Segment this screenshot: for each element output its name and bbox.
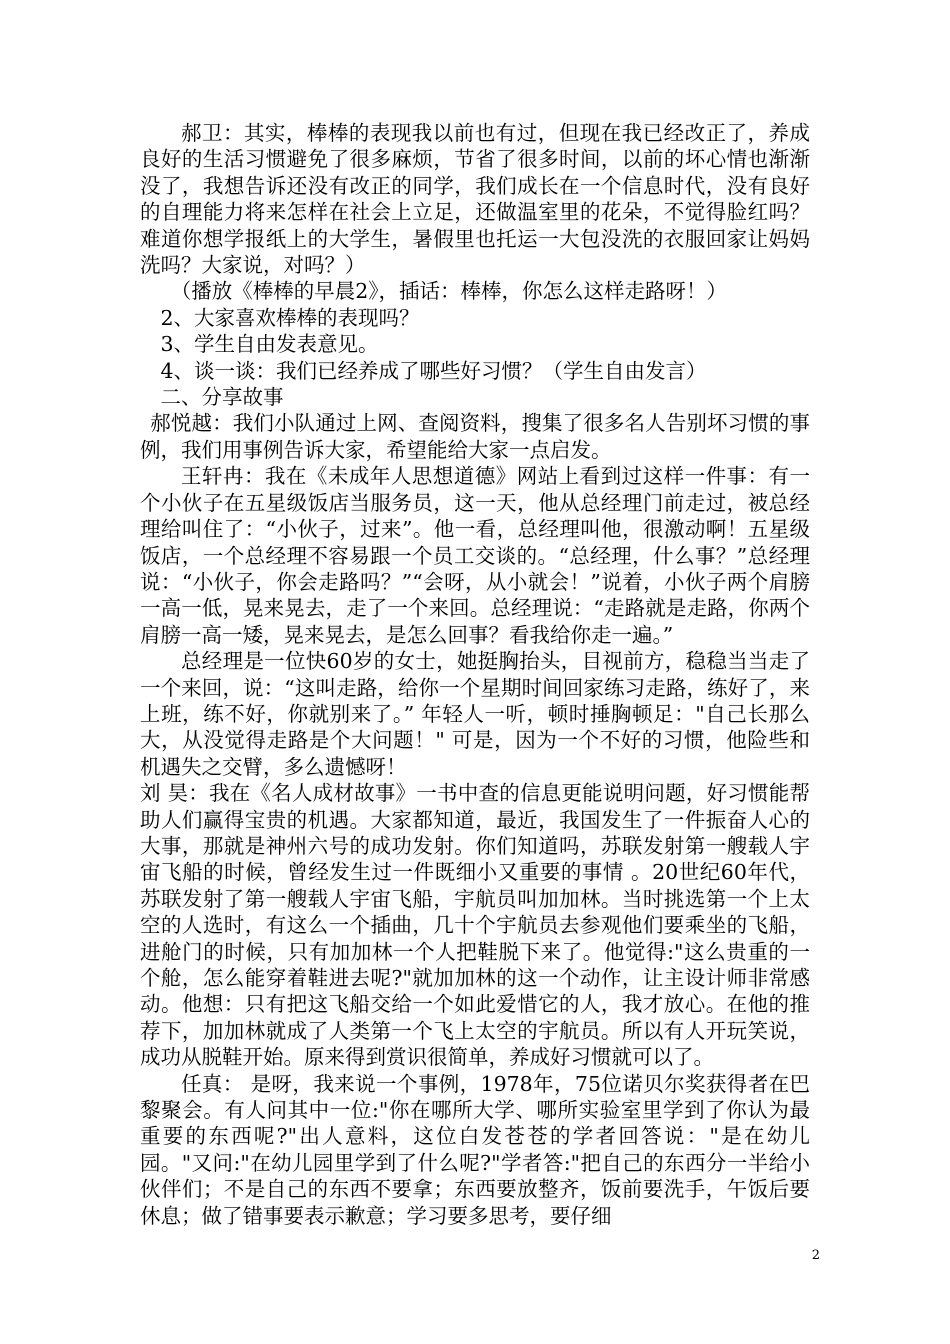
paragraph-question-4: 4、谈一谈：我们已经养成了哪些好习惯？（学生自由发言）: [160, 358, 707, 383]
section-heading-share-stories: 二、分享故事: [160, 385, 284, 410]
paragraph-question-2: 2、大家喜欢棒棒的表现吗？: [160, 305, 420, 330]
paragraph-liu-hao: 刘 昊：我在《名人成材故事》一书中查的信息更能说明问题，好习惯能帮助人们赢得宝贵的机遇。大家都知道，最近，我国发生了一件振奋人心的大事，那就是神州六号的成功发射。你们知道吗，苏联发射第一艘载人宇宙飞船的时候，曾经发生过一件既细小又重要的事情 。20世纪60年代，苏联发射了第一艘载人宇宙飞船，宇航员叫加加林。当时挑选第一个上太空的人选时，有这么一个插曲，几十个宇航员去参观他们要乘坐的飞船，进舱门的时候，只有加加林一个人把鞋脱下来了。他觉得:"这么贵重的一个舱，怎么能穿着鞋进去呢?"就加加林的这一个动作，让主设计师非常感动。他想：只有把这飞船交给一个如此爱惜它的人，我才放心。在他的推荐下，加加林就成了人类第一个飞上太空的宇航员。所以有人开玩笑说，成功从脱鞋开始。原来得到赏识很简单，养成好习惯就可以了。: [140, 781, 810, 1070]
body-text: [140, 120, 810, 1229]
paragraph-general-manager: 总经理是一位快60岁的女士，她挺胸抬头，目视前方，稳稳当当走了一个来回，说：“这叫走路，给你一个星期时间回家练习走路，练好了，来上班，练不好，你就别来了。” 年轻人一听，顿时捶胸顿足："自己长那么大，从没觉得走路是个大问题！" 可是，因为一个不好的习惯，他险些和机遇失之交臂，多么遗憾呀！: [140, 649, 810, 779]
paragraph-hao-wei: 郝卫：其实，棒棒的表现我以前也有过，但现在我已经改正了，养成良好的生活习惯避免了很多麻烦，节省了很多时间，以前的坏心情也渐渐没了，我想告诉还没有改正的同学，我们成长在一个信息时代，没有良好的自理能力将来怎样在社会上立足，还做温室里的花朵，不觉得脸红吗？难道你想学报纸上的大学生，暑假里也托运一大包没洗的衣服回家让妈妈洗吗？大家说，对吗？）: [140, 121, 810, 278]
paragraph-ren-zhen: 任真： 是呀，我来说一个事例，1978年，75位诺贝尔奖获得者在巴黎聚会。有人问其中一位:"你在哪所大学、哪所实验室里学到了你认为最重要的东西呢?"出人意料，这位白发苍苍的学者回答说："是在幼儿园。"又问:"在幼儿园里学到了什么呢?"学者答:"把自己的东西分一半给小伙伴们；不是自己的东西不要拿；东西要放整齐，饭前要洗手，午饭后要休息；做了错事要表示歉意；学习要多思考，要仔细: [140, 1071, 810, 1228]
paragraph-hao-yueyue: 郝悦越：我们小队通过上网、查阅资料，搜集了很多名人告别坏习惯的事例，我们用事例告诉大家，希望能给大家一点启发。: [140, 411, 810, 462]
paragraph-wang-xuanran: 王轩冉：我在《未成年人思想道德》网站上看到过这样一件事：有一个小伙子在五星级饭店当服务员，这一天，他从总经理门前走过，被总经理给叫住了：“小伙子，过来”。他一看，总经理叫他，很激动啊！五星级饭店，一个总经理不容易跟一个员工交谈的。“总经理，什么事？”总经理说：“小伙子，你会走路吗？”“会呀，从小就会！”说着，小伙子两个肩膀一高一低，晃来晃去，走了一个来回。总经理说：“走路就是走路，你两个肩膀一高一矮，晃来晃去，是怎么回事？看我给你走一遍。”: [140, 464, 810, 647]
paragraph-question-3: 3、学生自由发表意见。: [160, 332, 379, 357]
paragraph-play-video: （播放《棒棒的早晨2》，插话：棒棒，你怎么这样走路呀！）: [170, 279, 728, 304]
page-number: 2: [811, 1248, 820, 1263]
